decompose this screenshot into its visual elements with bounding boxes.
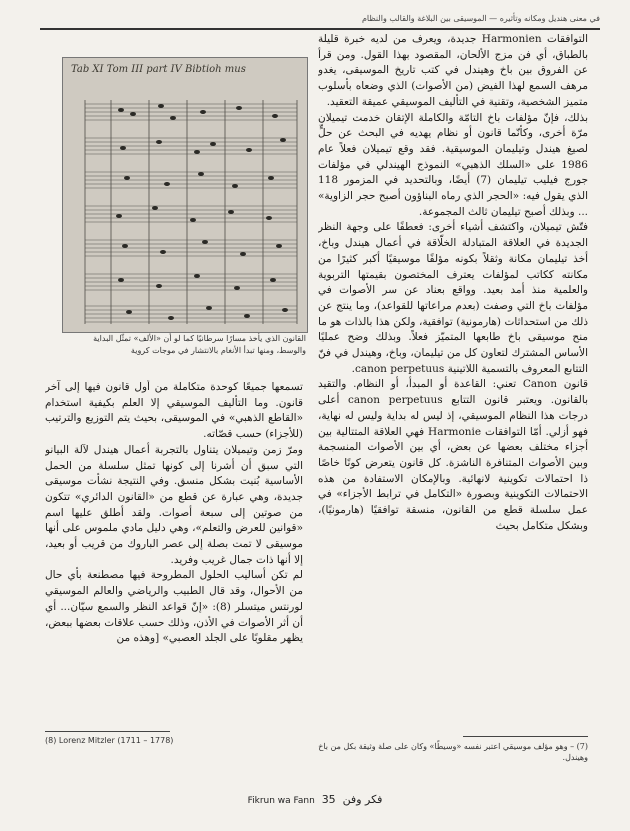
- paragraph: قانون Canon تعني: القاعدة أو المبدأ، أو النظام. والتقيد بالقانون. ويعتبر قانون التتابع canon perpetuus أعلى درجات هذا النظام الموسيقي، إذ ليس له بداية وليس له نهاية، فهو أزلي. أمّا التوافقات Harmonie فهي العلاقة المتتالية بين أجزاء مختلف بعضها عن بعض، أي بين الأصوات المنسجمة وبين الأصوات المتنافرة الناشزة. كل قانون يتعرض كونًا خاصًا ذا احتمالات تكوينية لانهائية. وبالإمكان الاستفادة من هذه الاحتمالات التكوينية وبصورة «التكامل في ترابط الأجزاء» في عمل سلسلة قطع من القانون، منسقة توافقيًا (هارمونيًا)، وبشكل متكامل بحيث: [318, 378, 588, 532]
- paragraph: بذلك، فإنّ مؤلفات باخ التامّة والكاملة الإتقان خدمت تيميلان مرّة أخرى، وكأنّما قانون أو نظام يهديه في البحث عن حلٍّ لصيغ هيندل وتيليمان الموسيقية. فقد وقع تيميلان فعلاً عام 1986 على «السلك الذهبي» النموذج الهيندلي في مؤلفات جورج فيليب تيليمان (7) أيضًا، وبالتحديد في المزمور 118 الذي يقول فيه: «الحجر الذي رماه البناؤون أصبح حجر الزاوية» ... وبذلك أصبح تيليمان ثالث المجموعة.: [318, 111, 588, 218]
- page-footer: [0, 793, 630, 806]
- score-staves-graphic: [63, 58, 307, 332]
- running-header: في معنى هنديل ومكانه وتأثيره — الموسيقى بين البلاغة والقالب والنظام: [40, 10, 600, 30]
- right-column: [318, 32, 588, 722]
- paragraph: ومرّ زمن وتيميلان يتناول بالتجربة أعمال هيندل لآلة البيانو التي سبق أن أشرنا إلى كونها تمثل سلسلة من الحمل الأساسية بُنيت بشكل منسق. وفي النتيجة نشأت موسيقى جديدة، وهي عبارة عن قطع من «القانون الدائري» تتكون من صوتين إلى سبعة أصوات. ولقد أطلق عليها اسم «قوانين للعرض والتعلم»، وهي دليل مادي ملموس على أنها موسيقى لا تمت بصلة إلى عصر الباروك من قريب أو بعيد، إلا أنها ذات جمال غريب وفريد.: [45, 443, 303, 566]
- footnote-left: (8) Lorenz Mitzler (1711 – 1778): [45, 736, 174, 745]
- journal-name-latin: Fikrun wa Fann: [247, 796, 315, 806]
- left-column: [45, 380, 303, 720]
- journal-name-arabic: فكر وفن: [342, 793, 383, 806]
- figure-caption: القانون الذي يأخذ مسارًا سرطانيًا كما لو أن «الألف» تمثّل البداية والوسط، ومنها تبدأ الأنغام بالانتشار في موجات كروية: [93, 334, 306, 355]
- paragraph: لم تكن أساليب الحلول المطروحة فيها مصطنعة بأي حال من الأحوال، وقد قال الطبيب والرياضي والعالم الموسيقي لورنتس ميتسلر (8): «إنّ قواعد النظر والسمع سيّان... أي أن أثر الأصوات في الأذن، وذلك حسب علاقات بعضها ببعض، يظهر مقلوبًا على الجلد العصبي» [وهذه من: [45, 569, 303, 645]
- paragraph: تسمعها جميعًا كوحدة متكاملة من أول قانون فيها إلى آخر قانون. وما التأليف الموسيقي إلا العلم بكيفية استخدام «القاطع الذهبي» في الموسيقى، بحيث يتم التوزيع والترتيب (للأجزاء) حسب قصّاته.: [45, 381, 303, 441]
- paragraph: التوافقات Harmonien جديدة، ويعرف من لديه خبرة قليلة بالطباق، أي فن مزج الألحان، المقصود بهذا القول. ومن قرأ عن الفروق بين باخ وهيندل في كتب تاريخ الموسيقى، يغدو مرهف السمع لهذا الفيض (من الأصوات) الذي وضعاه بأسلوب متميز الشخصية، وتقنية في التأليف الموسيقي عميقة التعقيد.: [318, 33, 588, 108]
- footnote-divider-left: [45, 731, 170, 732]
- footnote-divider-right: [463, 736, 588, 737]
- paragraph: فتّش تيميلان، واكتشف أشياء أخرى: فعطفًا على وجهة النظر الجديدة في العلاقة المتبادلة الخلّاقة في أعمال هيندل وباخ، أخذ تيليمان مكانة وثقلاً بكونه مؤلفًا موسيقيًا أكبر كثيرًا من مكانته ككاتب لمؤلفات يعترف المختصون بقيمتها التربوية والعلمية منذ أمد بعيد. وواقع بعناد عن سر الأصوات في مؤلفات باخ التي وصفت (بعدم مراعاتها للقواعد)، وما ينتج عن ذلك من استحداثات (هارمونية) توافقية، ولكن هذا بالذات هو ما منح موسيقى باخ طابعها المتميّز فعلاً. وبذلك وضح عمليًا الأساس المشترك لتعاون كل من تيليمان، وباخ، وهيندل في فنّ التتابع المعروف بالتسمية اللاتينية canon perpetuus.: [318, 221, 588, 375]
- music-score-image: [62, 57, 308, 333]
- score-title: Tab XI Tom III part IV Bibtioh mus: [71, 64, 246, 75]
- footnote-right: (7) – وهو مؤلف موسيقي اعتبر نفسه «وسيطًا» وكان على صلة وثيقة بكل من باخ وهيندل.: [318, 742, 588, 762]
- page-number: 35: [321, 793, 336, 806]
